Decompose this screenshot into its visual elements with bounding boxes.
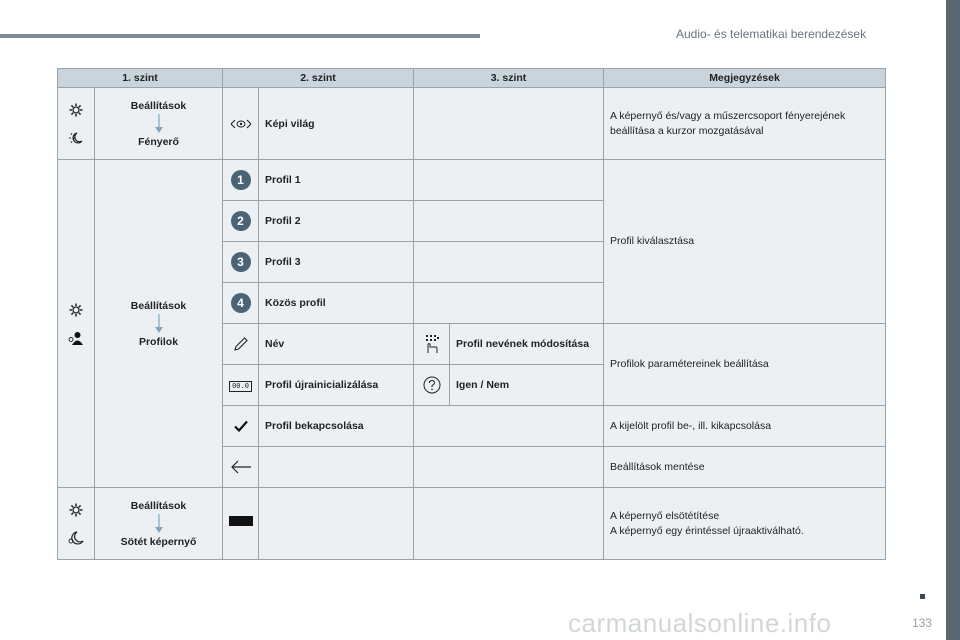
level1-settings-label: Beállítások — [130, 299, 187, 312]
gear-icon — [68, 502, 84, 518]
check-icon — [234, 420, 248, 432]
profile-1-badge: 1 — [231, 170, 251, 190]
col-header-level3: 3. szint — [414, 69, 604, 88]
down-arrow-icon — [153, 114, 165, 134]
check-icon-cell — [223, 406, 259, 447]
profile-4-badge-cell — [223, 283, 259, 324]
note-save: Beállítások mentése — [604, 447, 886, 488]
level3-empty — [414, 488, 604, 560]
shared-profile-label: Közös profil — [259, 283, 414, 324]
level1-sub-label: Profilok — [138, 335, 179, 348]
level1-settings-label: Beállítások — [130, 499, 187, 512]
level2-empty — [259, 447, 414, 488]
settings-table — [57, 68, 886, 560]
person-icon — [68, 330, 84, 346]
eye-slider-icon — [230, 118, 252, 130]
level3-empty — [414, 406, 604, 447]
black-screen-icon-cell — [223, 488, 259, 560]
col-header-notes: Megjegyzések — [604, 69, 886, 88]
brightness-icon — [68, 130, 84, 146]
level2-empty — [259, 488, 414, 560]
note-brightness: A képernyő és/vagy a műszercsoport fényerejének beállítása a kurzor mozgatásával — [604, 88, 886, 160]
note-dark-line1: A képernyő elsötétítése — [610, 509, 720, 522]
keyboard-icon — [424, 334, 440, 354]
reset-counter-icon: 00.0 — [229, 381, 252, 392]
table-header-row — [58, 69, 886, 88]
level1-dark — [95, 488, 223, 560]
black-screen-icon — [229, 516, 253, 526]
down-arrow-icon — [153, 514, 165, 534]
level1-sub-label: Sötét képernyő — [120, 535, 197, 548]
profile-2-badge-cell — [223, 201, 259, 242]
moon-icon — [68, 530, 84, 546]
pencil-icon — [233, 336, 249, 352]
keyboard-icon-cell — [414, 324, 450, 365]
name-label: Név — [259, 324, 414, 365]
activate-profile-label: Profil bekapcsolása — [259, 406, 414, 447]
profile-1-label: Profil 1 — [259, 160, 414, 201]
pencil-icon-cell — [223, 324, 259, 365]
top-accent-bar — [0, 34, 480, 38]
profile-2-badge: 2 — [231, 211, 251, 231]
watermark: carmanualsonline.info — [568, 608, 832, 638]
question-icon — [423, 376, 441, 394]
note-profile-select: Profil kiválasztása — [604, 160, 886, 324]
profiles-icon-cell — [58, 160, 95, 488]
yes-no-label: Igen / Nem — [450, 365, 604, 406]
level3-empty — [414, 447, 604, 488]
note-profile-params: Profilok paramétereinek beállítása — [604, 324, 886, 406]
col-header-level1: 1. szint — [58, 69, 223, 88]
dark-icon-cell — [58, 488, 95, 560]
brightness-icon-cell — [58, 88, 95, 160]
profile-3-badge-cell — [223, 242, 259, 283]
profile-1-badge-cell — [223, 160, 259, 201]
question-icon-cell — [414, 365, 450, 406]
right-edge-strip — [946, 0, 960, 640]
note-dark-line2: A képernyő egy érintéssel újraaktiválható. — [610, 524, 804, 537]
eye-slider-icon-cell — [223, 88, 259, 160]
back-arrow-icon — [230, 460, 252, 474]
level3-empty — [414, 160, 604, 201]
profile-2-label: Profil 2 — [259, 201, 414, 242]
level3-empty — [414, 283, 604, 324]
table-row — [58, 160, 886, 201]
chapter-title: Audio- és telematikai berendezések — [676, 27, 867, 41]
level1-brightness — [95, 88, 223, 160]
note-dark — [604, 488, 886, 560]
level1-settings-label: Beállítások — [130, 99, 187, 112]
profile-4-badge: 4 — [231, 293, 251, 313]
level3-empty — [414, 88, 604, 160]
profile-3-badge: 3 — [231, 252, 251, 272]
page-bullet — [920, 594, 925, 599]
note-activate: A kijelölt profil be-, ill. kikapcsolása — [604, 406, 886, 447]
level1-sub-label: Fényerő — [138, 135, 179, 148]
table-row — [58, 88, 886, 160]
page-number: 133 — [912, 616, 933, 630]
level2-image-label: Képi világ — [259, 88, 414, 160]
table-row — [58, 488, 886, 560]
reset-profile-label: Profil újrainicializálása — [259, 365, 414, 406]
reset-icon-cell — [223, 365, 259, 406]
level3-empty — [414, 242, 604, 283]
profile-3-label: Profil 3 — [259, 242, 414, 283]
level3-empty — [414, 201, 604, 242]
level1-profiles — [95, 160, 223, 488]
col-header-level2: 2. szint — [223, 69, 414, 88]
down-arrow-icon — [153, 314, 165, 334]
gear-icon — [68, 102, 84, 118]
rename-profile-label: Profil nevének módosítása — [450, 324, 604, 365]
gear-icon — [68, 302, 84, 318]
back-arrow-icon-cell — [223, 447, 259, 488]
